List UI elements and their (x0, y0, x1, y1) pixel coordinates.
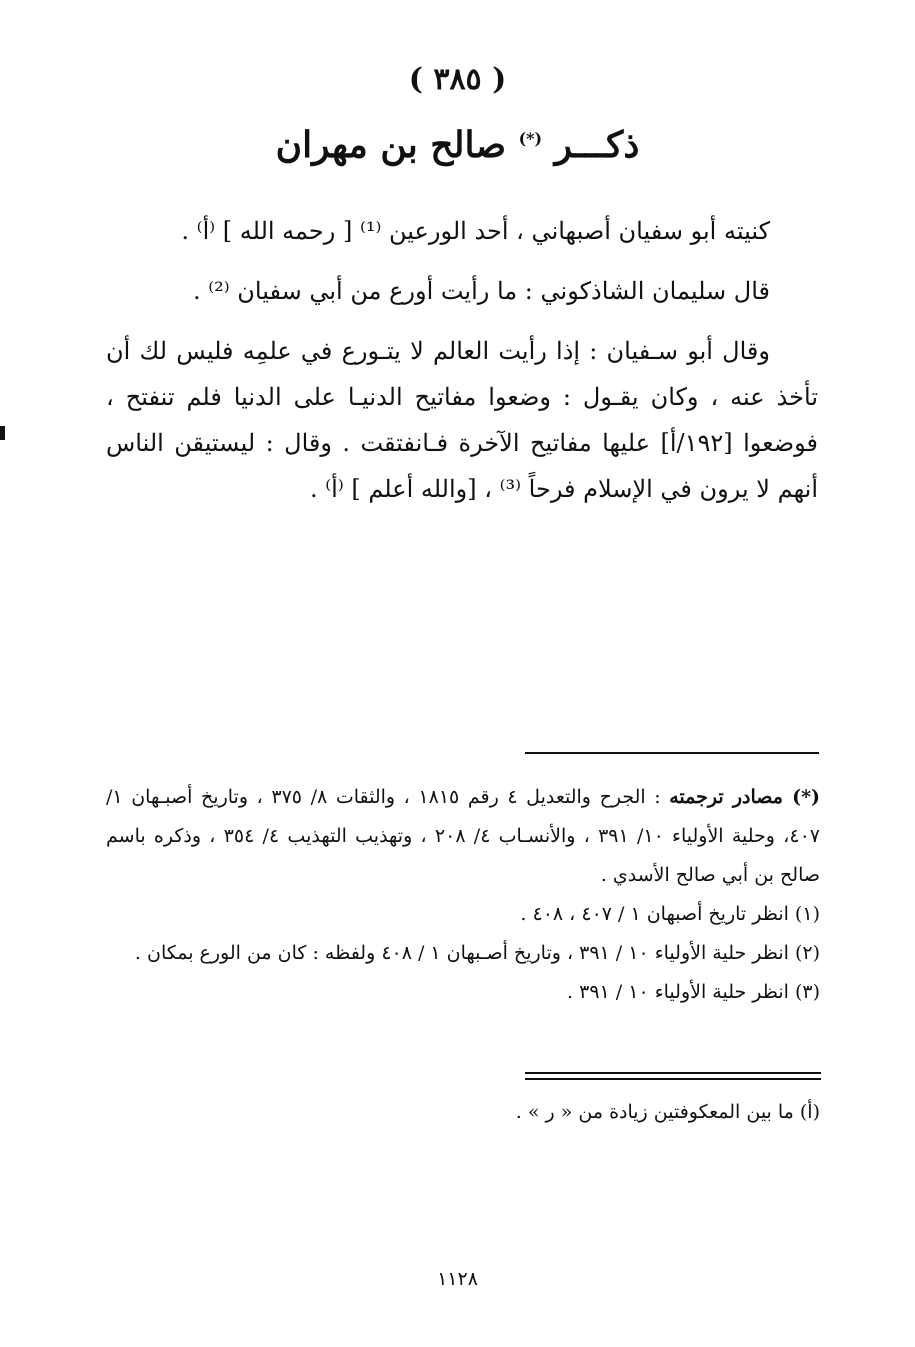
footnote-sources-label: (*) مصادر ترجمته (669, 786, 821, 808)
entry-number: ( ٣٨٥ ) (408, 62, 507, 97)
body-paragraph-shadhakuni: قال سليمان الشاذكوني : ما رأيت أورع من أبي سفيان ⁽²⁾ . (192, 277, 770, 305)
body-paragraph-saying: وقال أبو سـفيان : إذا رأيت العالم لا يتـورع في علمِه فليس لك أن تأخذ عنه ، وكان يقـول : وضعوا مفاتيح الدنيـا على الدنيا فلم تنفتح ، فوضعوا [١٩٢/أ] عليها مفاتيح الآخرة فـانفتقت . وقال : ليستيقن الناس أنهم لا يرون في الإسلام فرحاً ⁽³⁾ ، [والله أعلم ] ⁽أ⁾ . (106, 337, 818, 503)
footnotes (106, 778, 820, 1012)
page-number: ١١٢٨ (437, 1268, 478, 1290)
title-name: صالح بن مهران (275, 124, 507, 166)
footnote-rule (525, 752, 819, 754)
body-paragraph-kunya: كنيته أبو سفيان أصبهاني ، أحد الورعين ⁽¹⁾ [ رحمه الله ] ⁽أ⁾ . (181, 217, 770, 245)
title-marker: (*) (518, 129, 543, 148)
editor-note: (أ) ما بين المعكوفتين زيادة من « ر » . (515, 1101, 820, 1123)
margin-mark (0, 426, 5, 440)
body-text (106, 208, 818, 512)
footnote-sources-text: : الجرح والتعديل ٤ رقم ١٨١٥ ، والثقات ٨/ ٣٧٥ ، وتاريخ أصبـهان ١/ ٤٠٧، وحلية الأولياء ١٠/ ٣٩١ ، والأنسـاب ٤/ ٢٠٨ ، وتهذيب التهذيب ٤/ ٣٥٤ ، وذكره باسم صالح بن أبي صالح الأسدي . (106, 786, 820, 886)
footnote-1: (١) انظر تاريخ أصبهان ١ / ٤٠٧ ، ٤٠٨ . (520, 903, 820, 925)
footnote-3: (٣) انظر حلية الأولياء ١٠ / ٣٩١ . (567, 981, 820, 1003)
footnote-2: (٢) انظر حلية الأولياء ١٠ / ٣٩١ ، وتاريخ أصـبهان ١ / ٤٠٨ ولفظه : كان من الورع بمكان . (134, 942, 820, 964)
editor-note-rule (525, 1072, 821, 1080)
entry-title (0, 124, 915, 166)
title-prefix: ذكـــر (554, 124, 640, 166)
footnote-sources (106, 778, 820, 895)
